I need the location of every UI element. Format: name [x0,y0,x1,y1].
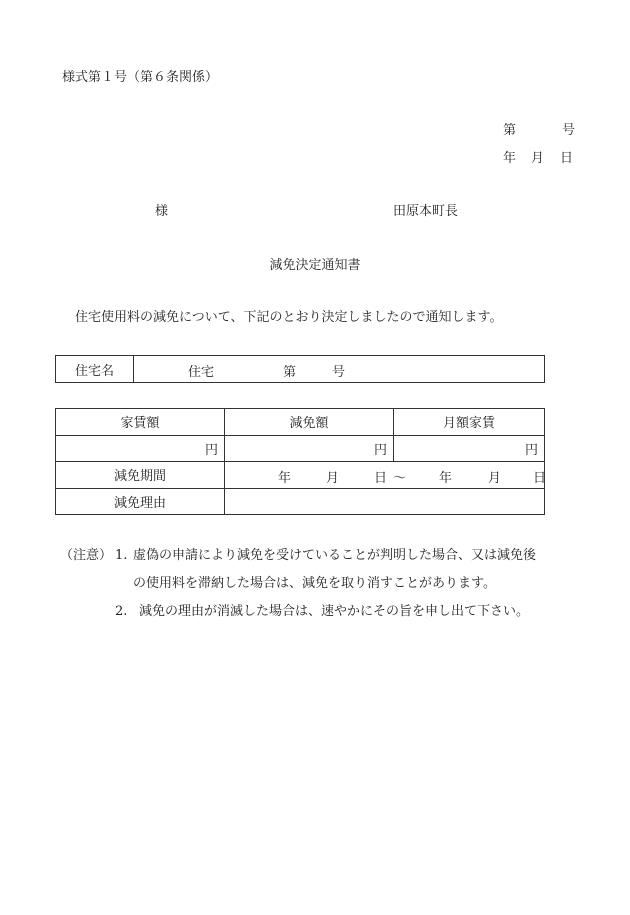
note-1-line-2: の使用料を滞納した場合は、減免を取り消すことがあります。 [133,576,496,591]
addressee: 様 [155,204,169,219]
period-start-year: 年 [278,471,292,486]
monthly-rent-field[interactable]: 円 [394,435,545,462]
rent-header: 家賃額 [56,409,225,436]
doc-number-prefix: 第 [503,123,517,138]
detail-table [55,408,545,515]
date-year: 年 [503,151,517,166]
period-end-month: 月 [488,471,502,486]
housing-name-field[interactable] [134,356,545,383]
table-row [56,435,545,462]
housing-suffix: 住宅 [188,365,215,380]
housing-number-prefix: 第 [283,365,297,380]
note-2-line-1: 減免の理由が消滅した場合は、速やかにその旨を申し出て下さい。 [139,604,530,619]
date-day: 日 [560,151,574,166]
period-tilde: ～ [393,471,407,486]
housing-name-label: 住宅名 [56,356,134,383]
notes-label: （注意） [60,548,113,563]
period-label: 減免期間 [56,462,225,489]
issuer: 田原本町長 [393,204,459,219]
reduction-header: 減免額 [225,409,394,436]
table-row [56,409,545,436]
note-1-line-1: 虚偽の申請により減免を受けていることが判明した場合、又は減免後 [133,548,537,563]
table-row [56,488,545,515]
reduction-amount-field[interactable]: 円 [225,435,394,462]
rent-amount-field[interactable]: 円 [56,435,225,462]
reason-label: 減免理由 [56,488,225,515]
doc-number-suffix: 号 [562,123,576,138]
period-end-year: 年 [439,471,453,486]
monthly-rent-header: 月額家賃 [394,409,545,436]
housing-number-suffix: 号 [332,365,346,380]
period-start-month: 月 [326,471,340,486]
period-start-day: 日 [374,471,388,486]
reason-field[interactable] [225,488,545,515]
form-number: 様式第１号（第６条関係） [62,70,219,85]
housing-table [55,355,545,383]
note-2-number: 2. [115,604,128,619]
document-title: 減免決定通知書 [269,258,361,273]
period-end-day: 日 [533,471,547,486]
note-1-number: 1. [115,548,128,563]
date-month: 月 [531,151,545,166]
table-row [56,462,545,489]
body-text: 住宅使用料の減免について、下記のとおり決定しましたので通知します。 [75,310,503,325]
period-field[interactable] [225,462,545,489]
